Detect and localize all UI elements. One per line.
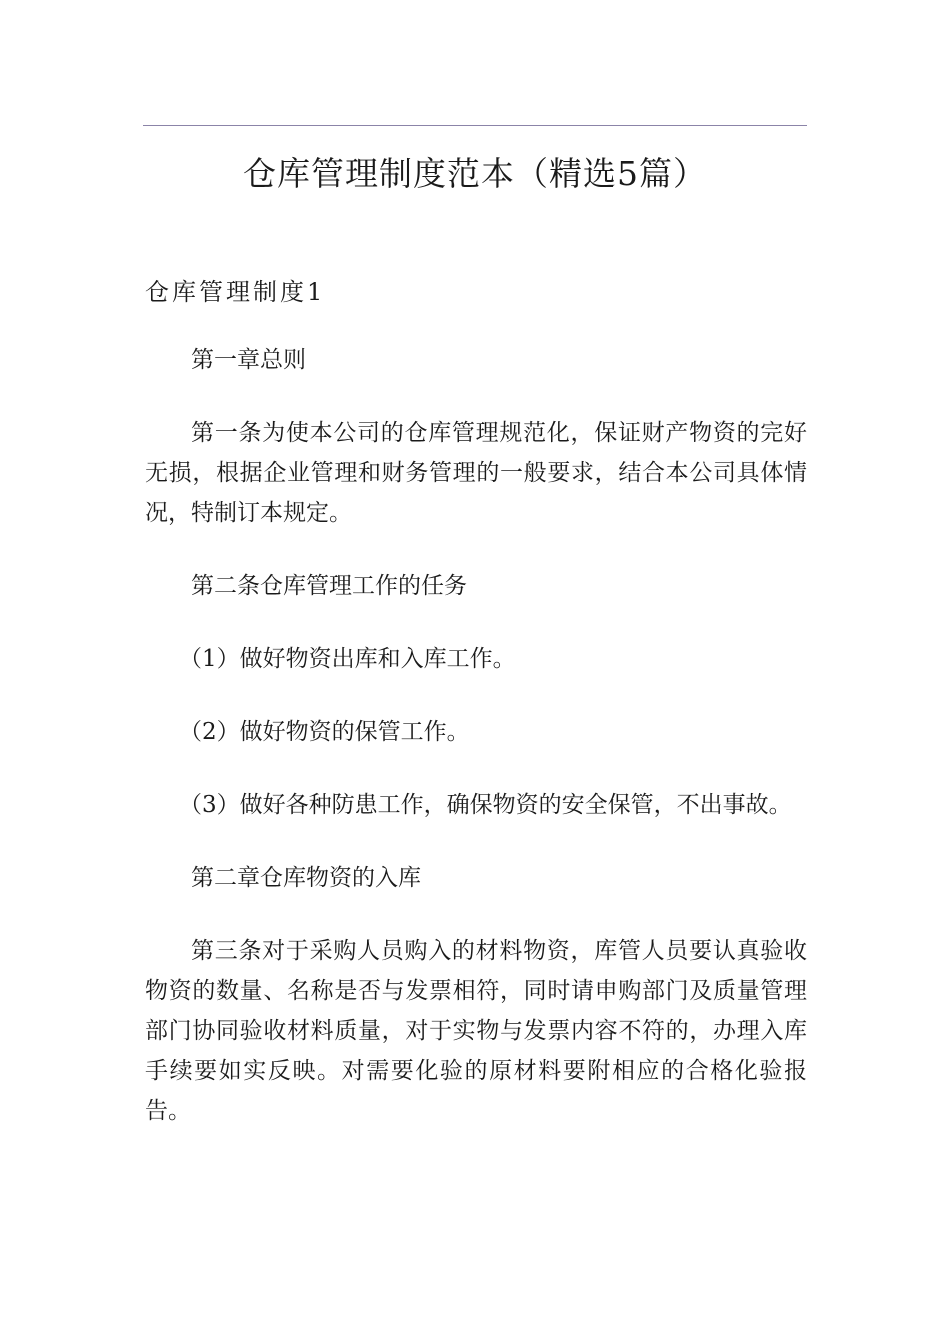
- list-item: （2）做好物资的保管工作。: [179, 719, 470, 745]
- article-paragraph: 第二条仓库管理工作的任务: [191, 573, 467, 599]
- chapter-heading: 第一章总则: [191, 347, 306, 373]
- document-title: 仓库管理制度范本（精选5篇）: [243, 154, 707, 193]
- list-item: （1）做好物资出库和入库工作。: [179, 646, 516, 672]
- article-paragraph: 第三条对于采购人员购入的材料物资，库管人员要认真验收物资的数量、名称是否与发票相符，同时请申购部门及质量管理部门协同验收材料质量，对于实物与发票内容不符的，办理入库手续要如实反映。对需要化验的原材料要附相应的合格化验报告。: [145, 938, 807, 1124]
- section-heading: 仓库管理制度1: [145, 278, 326, 306]
- header-rule: [143, 125, 807, 126]
- document-body: [145, 340, 807, 1164]
- chapter-heading: 第二章仓库物资的入库: [191, 865, 421, 891]
- article-paragraph: 第一条为使本公司的仓库管理规范化，保证财产物资的完好无损，根据企业管理和财务管理的一般要求，结合本公司具体情况，特制订本规定。: [145, 420, 807, 526]
- list-item: （3）做好各种防患工作，确保物资的安全保管，不出事故。: [179, 792, 792, 818]
